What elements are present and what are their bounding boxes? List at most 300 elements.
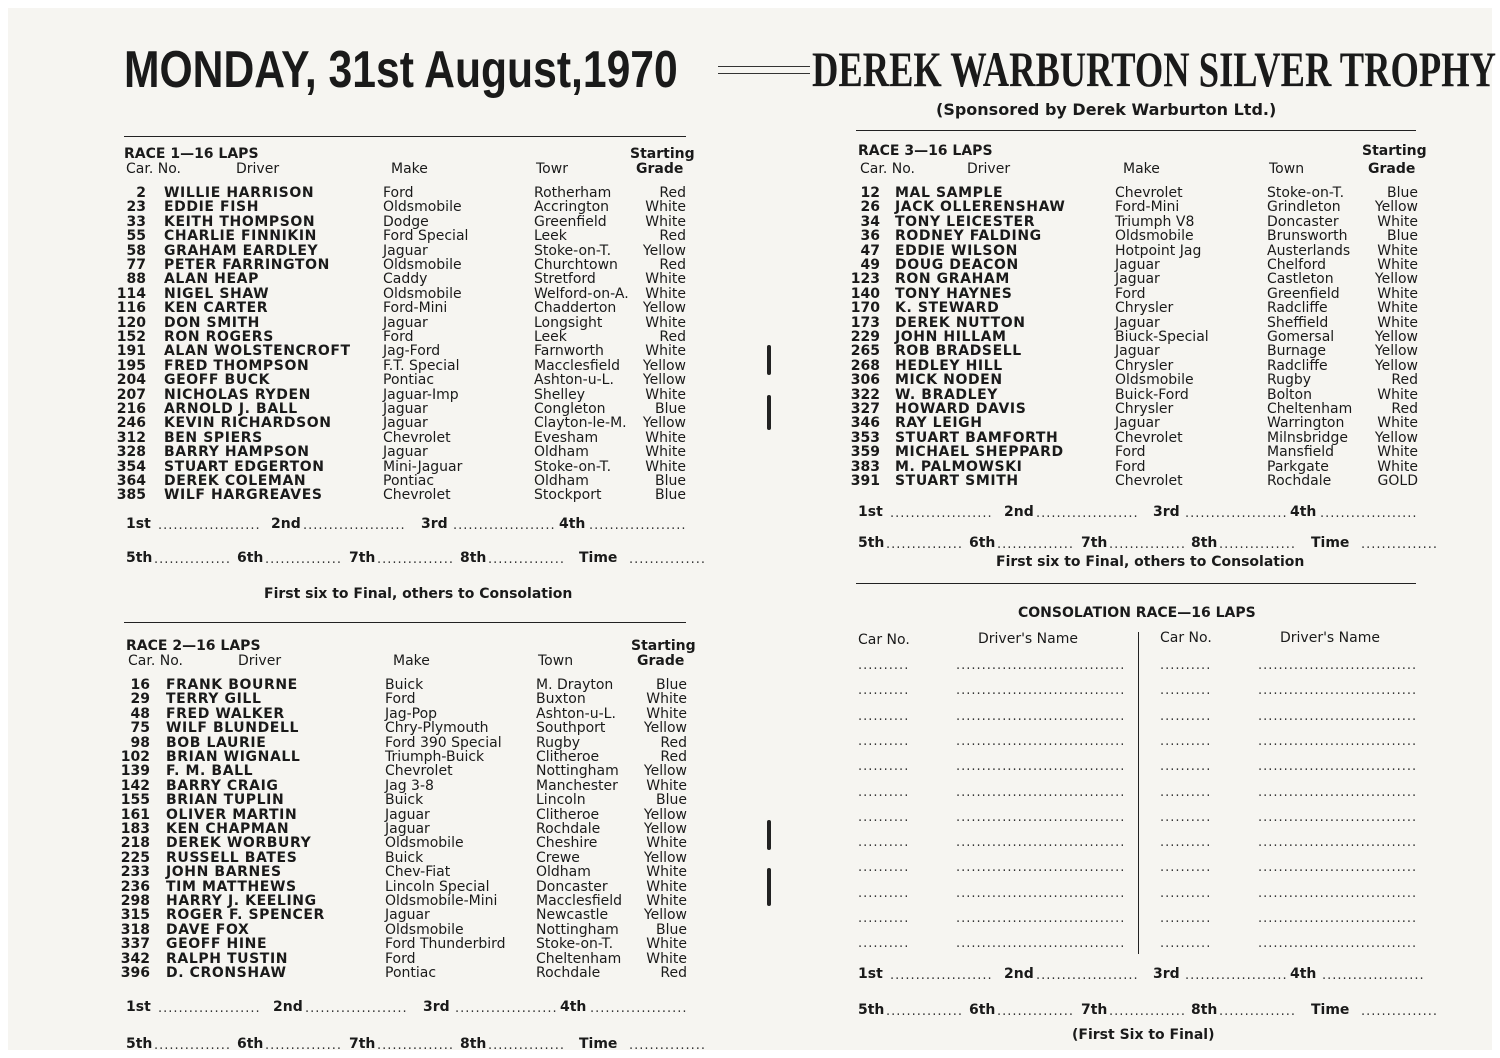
race3-bottom-rule	[856, 583, 1416, 584]
car-number: 246	[116, 415, 146, 432]
result-label: 8th	[460, 550, 487, 566]
driver-name: TERRY GILL	[166, 691, 262, 708]
starting-grade: White	[1377, 300, 1418, 317]
car-make: Pontiac	[383, 473, 435, 489]
blank-carno: ..........	[1160, 708, 1212, 724]
car-number: 322	[850, 386, 880, 403]
car-number: 191	[116, 343, 146, 360]
driver-name: M. PALMOWSKI	[895, 458, 1023, 475]
car-number: 88	[126, 271, 146, 288]
blank-carno: ..........	[858, 784, 910, 800]
driver-town: Congleton	[534, 401, 606, 417]
driver-town: Rugby	[536, 734, 581, 751]
car-make: Ford Thunderbird	[385, 936, 506, 953]
starting-grade: Yellow	[642, 372, 686, 389]
driver-town: Cheshire	[536, 835, 598, 852]
car-make: Buick-Ford	[1115, 386, 1189, 403]
starting-grade: Yellow	[1374, 357, 1418, 374]
starting-grade: Yellow	[1374, 199, 1418, 216]
driver-header: Driver	[967, 161, 1011, 177]
staple-mark	[767, 868, 771, 906]
driver-name: BRIAN WIGNALL	[166, 749, 301, 765]
driver-town: Austerlands	[1267, 242, 1351, 259]
driver-town: Brunsworth	[1267, 228, 1348, 245]
driver-town: M. Drayton	[536, 677, 614, 693]
driver-name: HEDLEY HILL	[895, 357, 1003, 374]
starting-grade: White	[1377, 213, 1418, 230]
trophy-title: DEREK WARBURTON SILVER TROPHY	[812, 41, 1496, 97]
car-number: 12	[860, 185, 880, 201]
driver-town: Radcliffe	[1267, 357, 1328, 374]
driver-name: BOB LAURIE	[166, 734, 267, 751]
starting-grade: White	[646, 777, 687, 794]
blank-carno: ..........	[858, 658, 910, 673]
car-number: 204	[116, 372, 146, 389]
driver-name: DAVE FOX	[166, 921, 250, 938]
driver-town: Crewe	[536, 849, 580, 866]
starting-grade: Blue	[1387, 185, 1418, 201]
result-blank: ....................	[890, 506, 993, 521]
result-label: 5th	[126, 1036, 153, 1052]
driver-town: Sheffield	[1267, 314, 1329, 331]
blank-driver: .................................	[956, 835, 1126, 851]
car-number: 396	[120, 965, 150, 981]
driver-town: Rotherham	[534, 185, 612, 201]
car-number: 102	[120, 749, 150, 765]
driver-town: Newcastle	[536, 907, 609, 924]
result-blank: ...............	[629, 552, 706, 567]
car-make: Ford-Mini	[1115, 199, 1180, 216]
blank-carno: ..........	[1160, 759, 1212, 775]
result-blank: ....................	[890, 968, 993, 983]
starting-grade: Blue	[655, 473, 686, 489]
result-label: 4th	[559, 516, 586, 532]
car-number: 315	[120, 907, 150, 924]
car-make: Ford	[383, 185, 414, 201]
blank-carno: ..........	[858, 885, 910, 901]
starting-grade: Yellow	[1374, 429, 1418, 446]
driver-town: Cheltenham	[1267, 401, 1353, 417]
starting-grade: Yellow	[643, 849, 687, 866]
result-blank: ....................	[1322, 968, 1425, 983]
carno-header: Car No.	[1160, 630, 1212, 646]
carno-header: Car. No.	[860, 161, 915, 177]
result-blank: ...............	[886, 537, 963, 552]
driver-town: Doncaster	[1267, 213, 1339, 230]
car-make: Oldsmobile	[385, 921, 464, 938]
car-make: Chevrolet	[383, 487, 451, 504]
make-header: Make	[393, 653, 430, 669]
car-make: Chrysler	[1115, 401, 1174, 417]
car-make: Ford	[1115, 458, 1146, 475]
blank-carno: ..........	[858, 860, 910, 876]
starting-grade: Red	[660, 749, 687, 765]
race-title: RACE 2—16 LAPS	[126, 638, 261, 654]
driver-name: RAY LEIGH	[895, 415, 983, 432]
result-blank: ....................	[1036, 506, 1139, 521]
starting-grade: Blue	[656, 792, 687, 809]
result-blank: ...............	[997, 537, 1074, 552]
result-label: 3rd	[421, 516, 448, 532]
driver-town: Leek	[534, 329, 567, 345]
starting-grade: GOLD	[1377, 473, 1418, 489]
car-make: Jaguar-Imp	[383, 386, 459, 403]
result-label: 8th	[460, 1036, 487, 1052]
driver-town: Macclesfield	[536, 893, 623, 909]
car-number: 48	[130, 705, 150, 722]
driver-town: Churchtown	[534, 257, 618, 273]
car-number: 207	[116, 386, 146, 403]
starting-grade: Red	[659, 257, 686, 273]
driver-name: ROB BRADSELL	[895, 343, 1022, 360]
driver-name: JOHN BARNES	[166, 864, 282, 881]
starting-grade: Yellow	[643, 763, 687, 780]
result-label: 1st	[126, 516, 151, 532]
car-number: 170	[850, 300, 880, 317]
driver-name: DEREK WORBURY	[166, 835, 312, 852]
car-make: Ford	[1115, 285, 1146, 302]
race-title: RACE 1—16 LAPS	[124, 146, 259, 162]
car-make: Dodge	[383, 213, 429, 230]
car-make: Jag-Pop	[385, 705, 438, 722]
result-blank: ...............	[886, 1004, 963, 1019]
car-number: 173	[850, 314, 880, 331]
driver-name: ROGER F. SPENCER	[166, 907, 325, 924]
blank-carno: ..........	[1160, 683, 1212, 699]
driver-town: Rochdale	[536, 965, 601, 981]
race-note: First six to Final, others to Consolation	[264, 586, 573, 602]
starting-grade: Red	[1391, 372, 1418, 389]
car-number: 342	[120, 950, 150, 967]
car-number: 116	[116, 300, 146, 317]
car-number: 139	[120, 763, 150, 780]
starting-grade: White	[1377, 314, 1418, 331]
car-number: 236	[120, 878, 150, 895]
driver-town: Stoke-on-T.	[536, 936, 614, 953]
car-make: Pontiac	[383, 372, 435, 389]
car-make: Jaguar	[385, 907, 430, 924]
starting-grade: Red	[659, 329, 686, 345]
driver-name: WILLIE HARRISON	[164, 185, 315, 201]
car-number: 75	[130, 720, 150, 737]
driver-name: MAL SAMPLE	[895, 185, 1004, 201]
car-number: 29	[130, 691, 150, 708]
driver-name: OLIVER MARTIN	[166, 806, 298, 823]
result-label: 5th	[126, 550, 153, 566]
driver-town: Stoke-on-T.	[534, 458, 612, 475]
car-number: 142	[120, 777, 150, 794]
car-number: 36	[860, 228, 880, 245]
car-make: Jaguar	[1115, 257, 1160, 273]
result-label: 3rd	[1153, 504, 1180, 520]
driver-header: Driver	[238, 653, 282, 669]
starting-grade: Red	[659, 228, 686, 245]
car-number: 98	[130, 734, 150, 751]
starting-grade: White	[1377, 257, 1418, 273]
result-blank: ...............	[154, 552, 231, 567]
car-number: 383	[850, 458, 880, 475]
car-number: 26	[860, 199, 880, 216]
driver-name: DOUG DEACON	[895, 257, 1019, 273]
blank-driver: .................................	[956, 683, 1126, 699]
blank-carno: ..........	[858, 809, 910, 825]
car-make: Jaguar	[383, 415, 428, 432]
driver-town: Leek	[534, 228, 567, 245]
driver-town: Clayton-le-M.	[534, 415, 627, 432]
car-make: Jaguar	[383, 444, 428, 461]
driver-name: DON SMITH	[164, 314, 261, 331]
starting-grade: Yellow	[642, 242, 686, 259]
car-number: 328	[116, 444, 146, 461]
result-label: 7th	[1081, 535, 1108, 551]
driver-name: TONY LEICESTER	[895, 213, 1036, 230]
blank-driver: .................................	[956, 911, 1126, 926]
starting-grade: White	[646, 705, 687, 722]
driver-name: RALPH TUSTIN	[166, 950, 289, 967]
blank-carno: ..........	[1160, 885, 1212, 901]
driver-name: EDDIE FISH	[164, 199, 260, 216]
starting-grade: Blue	[656, 677, 687, 693]
car-make: Ford	[385, 691, 416, 708]
driver-name: F. M. BALL	[166, 763, 254, 780]
result-blank: ...............	[1361, 1004, 1438, 1019]
car-number: 265	[850, 343, 880, 360]
driver-town: Macclesfield	[534, 357, 621, 374]
driver-name: GEOFF HINE	[166, 936, 268, 953]
starting-grade: Yellow	[643, 907, 687, 924]
driver-name: KEITH THOMPSON	[164, 213, 316, 230]
driver-town: Stoke-on-T.	[534, 242, 612, 259]
driver-town: Radcliffe	[1267, 300, 1328, 317]
driver-name: JACK OLLERENSHAW	[895, 199, 1066, 216]
car-number: 216	[116, 401, 146, 417]
car-number: 233	[120, 864, 150, 881]
blank-driver: ...............................	[1258, 835, 1418, 851]
result-blank: ...............	[265, 1038, 342, 1053]
car-make: Ford	[383, 329, 414, 345]
starting-grade: White	[646, 835, 687, 852]
driver-town: Oldham	[534, 444, 589, 461]
driver-name: W. BRADLEY	[895, 386, 999, 403]
starting-grade: White	[645, 271, 686, 288]
driver-name: NIGEL SHAW	[164, 285, 270, 302]
driver-town: Stockport	[534, 487, 602, 504]
blank-driver: ...............................	[1258, 809, 1418, 825]
starting-grade: Red	[660, 734, 687, 751]
driver-name: HOWARD DAVIS	[895, 401, 1027, 417]
car-number: 183	[120, 821, 150, 837]
blank-driver: ...............................	[1258, 658, 1418, 673]
blank-driver: .................................	[956, 733, 1126, 749]
driver-name: MICK NODEN	[895, 372, 1003, 389]
car-make: Oldsmobile	[1115, 228, 1194, 245]
driver-name: K. STEWARD	[895, 300, 1000, 317]
blank-carno: ..........	[858, 683, 910, 699]
blank-carno: ..........	[1160, 835, 1212, 851]
car-make: Jaguar	[383, 242, 428, 259]
result-label: 4th	[1290, 504, 1317, 520]
driver-town: Evesham	[534, 429, 599, 446]
car-number: 312	[116, 429, 146, 446]
result-blank: ...............	[488, 1038, 565, 1053]
result-blank: ...............	[488, 552, 565, 567]
result-label: 8th	[1191, 535, 1218, 551]
title-separator	[718, 66, 810, 74]
result-label: 7th	[349, 550, 376, 566]
car-make: Buick	[385, 849, 424, 866]
driver-town: Grindleton	[1267, 199, 1341, 216]
starting-grade: White	[646, 936, 687, 953]
starting-grade: Blue	[1387, 228, 1418, 245]
result-label: 4th	[560, 999, 587, 1015]
car-number: 77	[126, 257, 146, 273]
starting-grade: Yellow	[643, 806, 687, 823]
driver-name: TONY HAYNES	[895, 285, 1013, 302]
result-label: 5th	[858, 535, 885, 551]
driver-town: Clitheroe	[536, 806, 600, 823]
starting-grade: White	[1377, 415, 1418, 432]
car-make: Chevrolet	[385, 763, 453, 780]
driver-name: EDDIE WILSON	[895, 242, 1018, 259]
driver-name: NICHOLAS RYDEN	[164, 386, 311, 403]
result-blank: ....................	[158, 518, 261, 533]
result-label: 6th	[237, 550, 264, 566]
blank-driver: ...............................	[1258, 683, 1418, 699]
driver-name: ALAN HEAP	[164, 271, 259, 288]
car-make: Buick	[385, 677, 424, 693]
result-blank: ....................	[453, 518, 556, 533]
car-number: 359	[850, 444, 880, 461]
car-number: 354	[116, 458, 146, 475]
driver-town: Parkgate	[1267, 458, 1329, 475]
car-number: 391	[850, 473, 880, 489]
blank-driver: .................................	[956, 885, 1126, 901]
result-blank: ...................	[589, 518, 687, 533]
car-number: 225	[120, 849, 150, 866]
result-blank: ...............	[377, 552, 454, 567]
result-label: 2nd	[271, 516, 301, 532]
car-number: 114	[116, 285, 146, 302]
result-label: 4th	[1290, 966, 1317, 982]
car-make: Chev-Fiat	[385, 864, 451, 881]
grade-header: Grade	[637, 653, 685, 669]
car-number: 33	[126, 213, 146, 230]
result-blank: ...............	[1219, 1004, 1296, 1019]
car-number: 58	[126, 242, 146, 259]
car-make: Jaguar	[383, 401, 428, 417]
driver-name: STUART EDGERTON	[164, 458, 325, 475]
result-blank: ....................	[305, 1001, 408, 1016]
car-number: 268	[850, 357, 880, 374]
car-make: Triumph V8	[1115, 213, 1195, 230]
blank-carno: ..........	[1160, 911, 1212, 926]
driver-name: GEOFF BUCK	[164, 372, 271, 389]
town-header: Town	[1269, 161, 1305, 177]
result-label: 3rd	[1153, 966, 1180, 982]
car-make: Oldsmobile	[1115, 372, 1194, 389]
car-number: 123	[850, 271, 880, 288]
car-make: Chrysler	[1115, 300, 1174, 317]
driver-name: WILF HARGREAVES	[164, 487, 323, 504]
driver-town: Rugby	[1267, 372, 1312, 389]
car-number: 229	[850, 329, 880, 345]
driver-name: FRED THOMPSON	[164, 357, 310, 374]
starting-grade: White	[646, 691, 687, 708]
starting-grade: White	[645, 314, 686, 331]
starting-grade: White	[645, 213, 686, 230]
car-number: 155	[120, 792, 150, 809]
driver-town: Nottingham	[536, 921, 619, 938]
starting-grade: White	[646, 878, 687, 895]
starting-grade: White	[646, 893, 687, 909]
race-note: First six to Final, others to Consolation	[996, 554, 1305, 570]
driver-name: STUART BAMFORTH	[895, 429, 1059, 446]
driver-town: Oldham	[536, 864, 591, 881]
header-rule-left	[124, 136, 686, 137]
carno-header: Car. No.	[126, 161, 181, 177]
driver-town: Rochdale	[1267, 473, 1332, 489]
car-number: 337	[120, 936, 150, 953]
race1-bottom-rule	[124, 622, 686, 623]
blank-carno: ..........	[858, 733, 910, 749]
driver-name: MICHAEL SHEPPARD	[895, 444, 1064, 461]
starting-grade: White	[1377, 285, 1418, 302]
driver-name: GRAHAM EARDLEY	[164, 242, 319, 259]
driver-town: Lincoln	[536, 792, 586, 809]
blank-driver: ...............................	[1258, 860, 1418, 876]
driver-town: Shelley	[534, 386, 586, 403]
make-header: Make	[391, 161, 428, 177]
starting-grade: White	[1377, 444, 1418, 461]
car-make: Oldsmobile	[383, 257, 462, 273]
result-blank: ...............	[265, 552, 342, 567]
car-make: Chry-Plymouth	[385, 720, 489, 737]
blank-driver: .................................	[956, 860, 1126, 876]
driver-town: Buxton	[536, 691, 586, 708]
driver-town: Burnage	[1267, 343, 1326, 360]
starting-grade: Yellow	[643, 720, 687, 737]
car-number: 346	[850, 415, 880, 432]
blank-carno: ..........	[858, 936, 910, 952]
driver-name: TIM MATTHEWS	[166, 878, 297, 895]
driver-town: Gomersal	[1267, 329, 1335, 345]
driver-town: Ashton-u-L.	[534, 372, 614, 389]
result-label: 2nd	[1004, 504, 1034, 520]
staple-mark	[767, 345, 771, 375]
result-label: 1st	[126, 999, 151, 1015]
result-label: Time	[579, 1036, 618, 1052]
driver-name: RODNEY FALDING	[895, 228, 1042, 245]
consolation-title: CONSOLATION RACE—16 LAPS	[1018, 605, 1256, 621]
blank-driver: ...............................	[1258, 708, 1418, 724]
blank-driver: ...............................	[1258, 885, 1418, 901]
driver-name: CHARLIE FINNIKIN	[164, 228, 317, 245]
car-make: Ford-Mini	[383, 300, 448, 317]
driver-name: D. CRONSHAW	[166, 965, 287, 981]
race-title: RACE 3—16 LAPS	[858, 143, 993, 159]
starting-grade: White	[645, 386, 686, 403]
starting-grade: Yellow	[1374, 271, 1418, 288]
driver-name: KEN CARTER	[164, 300, 269, 317]
result-blank: ...................	[1320, 506, 1418, 521]
result-label: 7th	[1081, 1002, 1108, 1018]
town-header: Towr	[536, 161, 568, 177]
car-make: Jaguar	[385, 821, 430, 837]
starting-grade: White	[1377, 242, 1418, 259]
result-blank: ...............	[1109, 537, 1186, 552]
blank-driver: .................................	[956, 809, 1126, 825]
car-make: Pontiac	[385, 965, 437, 981]
